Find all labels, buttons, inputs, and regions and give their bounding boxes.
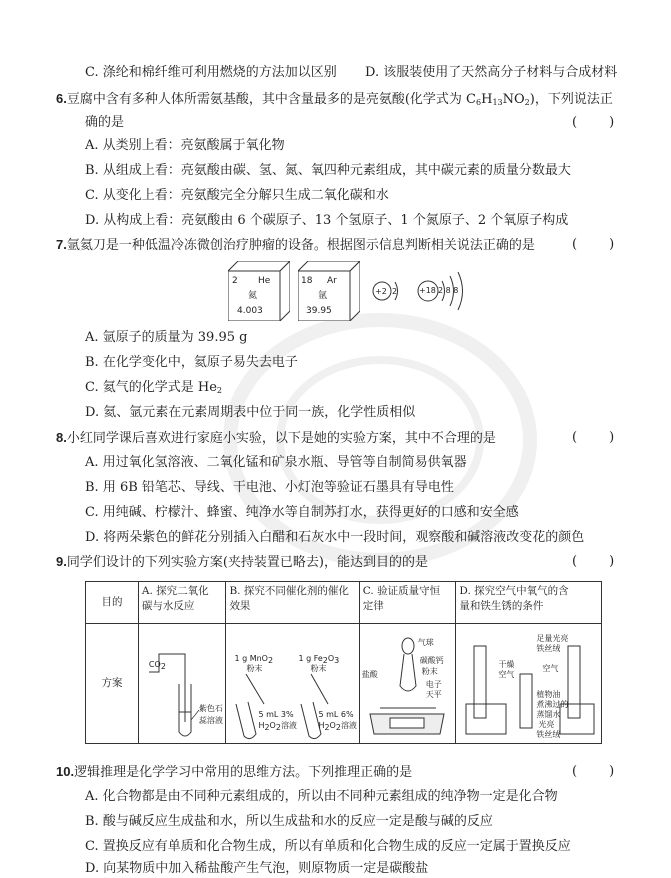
dry-air-label-1: 干燥 — [498, 660, 515, 669]
q8-option-b: B. 用 6B 铅笔芯、导线、干电池、小灯泡等验证石墨具有导电性 — [85, 480, 454, 495]
ar-name: 氩 — [318, 291, 328, 301]
q7-stem: 7.氩氦刀是一种低温冷冻微创治疗肿瘤的设备。根据图示信息判断相关说法正确的是 — [56, 237, 535, 253]
litmus-label-1: 紫色石 — [198, 704, 223, 713]
experiment-table — [85, 581, 602, 744]
fe2o3-powder-label: 粉末 — [310, 664, 327, 673]
balloon-label: 气球 — [417, 638, 434, 647]
oil-label: 植物油 — [536, 690, 561, 699]
air-label: 空气 — [542, 664, 559, 673]
iron-wool-label-3: 铁丝绒 — [536, 730, 561, 739]
co2-label: $CO_2$ — [148, 660, 166, 671]
row-label-purpose: 目的 — [86, 582, 139, 624]
q9-stem: 9.同学们设计的下列实验方案(夹持装置已略去)，能达到目的的是 — [56, 554, 428, 570]
q9-answer-bracket: ( ) — [572, 554, 617, 569]
col-b-title: B. 探究不同催化剂的催化 效果 — [226, 582, 359, 624]
dry-air-label-2: 空气 — [498, 670, 515, 679]
iron-wool-label-2: 铁丝绒 — [536, 644, 561, 653]
q7-option-d: D. 氦、氩元素在元素周期表中位于同一族，化学性质相似 — [85, 405, 416, 420]
prev-option-c: C. 涤纶和棉纤维可利用燃烧的方法加以区别 — [85, 65, 337, 80]
q7-answer-bracket: ( ) — [572, 237, 617, 252]
q6-stem-line2: 确的是 — [85, 115, 125, 130]
col-a-diagram — [138, 624, 226, 744]
he-name: 氦 — [248, 291, 258, 301]
q8-option-d: D. 将两朵紫色的鲜花分别插入白醋和石灰水中一段时间，观察酸和碱溶液改变花的颜色 — [85, 530, 585, 545]
helium-atom-diagram — [368, 276, 408, 306]
row-label-plan: 方案 — [86, 624, 139, 744]
q7-option-b: B. 在化学变化中，氦原子易失去电子 — [85, 355, 298, 370]
q6-answer-bracket: ( ) — [572, 115, 617, 130]
mno2-powder-label: 粉末 — [246, 664, 263, 673]
fe2o3-label: 1 g $Fe_2O_3$ — [298, 654, 340, 665]
col-d-title: D. 探究空气中氧气的含 量和铁生锈的条件 — [456, 582, 602, 624]
q8-stem: 8.小红同学课后喜欢进行家庭小实验，以下是她的实验方案，其中不合理的是 — [56, 430, 496, 446]
balance-label-2: 天平 — [425, 690, 442, 699]
q6-number: 6. — [56, 91, 67, 106]
caco3-label-2: 粉末 — [421, 667, 438, 676]
q10-option-c: C. 置换反应有单质和化合物生成，所以有单质和化合物生成的反应一定属于置换反应 — [85, 839, 571, 854]
boiled-label: 煮沸过的 — [536, 700, 569, 709]
he-nucleus: +2 — [375, 287, 387, 296]
he-mass: 4.003 — [237, 306, 263, 316]
q10-answer-bracket: ( ) — [572, 764, 617, 779]
col-b-diagram — [226, 624, 359, 744]
col-c-title: C. 验证质量守恒 定律 — [359, 582, 456, 624]
q6-option-b: B. 从组成上看：亮氨酸由碳、氢、氮、氧四种元素组成，其中碳元素的质量分数最大 — [85, 163, 571, 178]
col-d-diagram — [456, 624, 602, 744]
h2o2-3pct-label: 5 mL 3% — [258, 710, 294, 719]
iron-wool-label-1: 足量光亮 — [536, 634, 569, 643]
q8-number: 8. — [56, 430, 67, 445]
water-label: 蒸馏水 — [536, 710, 561, 719]
q6-option-d: D. 从构成上看：亮氨酸由 6 个碳原子、13 个氢原子、1 个氮原子、2 个氧原子构成 — [85, 213, 569, 228]
litmus-label-2: 蕊溶液 — [198, 716, 223, 725]
q6-option-c: C. 从变化上看：亮氨酸完全分解只生成二氧化碳和水 — [85, 188, 389, 203]
ar-shells: 2 8 8 — [438, 286, 459, 295]
caco3-label-1: 碳酸钙 — [419, 656, 444, 665]
q10-option-d: D. 向某物质中加入稀盐酸产生气泡，则原物质一定是碳酸盐 — [85, 861, 429, 876]
he-number: 2 — [232, 276, 238, 286]
q6-stem: 6.豆腐中含有多种人体所需氨基酸，其中含量最多的是亮氨酸(化学式为 $C_6H_{13}NO_2$)，下列说法正 — [56, 91, 613, 107]
q7-option-a: A. 氩原子的质量为 39.95 g — [85, 330, 248, 345]
q9-number: 9. — [56, 554, 67, 569]
h2o2-right-formula: $H_2O_2$溶液 — [318, 721, 357, 732]
shiny-label: 光亮 — [538, 720, 555, 729]
q7-number: 7. — [56, 237, 67, 252]
h2o2-left-formula: $H_2O_2$溶液 — [258, 721, 297, 732]
q8-answer-bracket: ( ) — [572, 430, 617, 445]
h2o2-6pct-label: 5 mL 6% — [318, 710, 354, 719]
he-symbol: He — [258, 276, 271, 286]
mno2-label: 1 g MnO$_2$ — [234, 654, 274, 665]
prev-option-d: D. 该服装使用了天然高分子材料与合成材料 — [365, 65, 618, 80]
col-a-title: A. 探究二氧化 碳与水反应 — [138, 582, 226, 624]
ar-mass: 39.95 — [306, 306, 332, 316]
rust-tubes-diagram — [456, 624, 598, 742]
ar-symbol: Ar — [327, 276, 337, 286]
ar-number: 18 — [301, 276, 313, 286]
q7-option-c: C. 氦气的化学式是 $He_2$ — [85, 380, 223, 395]
col-c-diagram — [359, 624, 456, 744]
ar-nucleus: +18 — [419, 286, 436, 295]
q10-number: 10. — [56, 764, 75, 779]
he-shells: 2 — [392, 287, 398, 296]
hcl-label: 盐酸 — [361, 670, 378, 679]
q8-option-c: C. 用纯碱、柠檬汁、蜂蜜、纯净水等自制苏打水，获得更好的口感和安全感 — [85, 505, 519, 520]
q10-option-b: B. 酸与碱反应生成盐和水，所以生成盐和水的反应一定是酸与碱的反应 — [85, 814, 493, 829]
balance-label-1: 电子 — [425, 680, 442, 689]
q8-option-a: A. 用过氧化氢溶液、二氧化锰和矿泉水瓶、导管等自制简易供氧器 — [85, 455, 467, 470]
q10-stem: 10.逻辑推理是化学学习中常用的思维方法。下列推理正确的是 — [56, 764, 413, 780]
q10-option-a: A. 化合物都是由不同种元素组成的，所以由不同种元素组成的纯净物一定是化合物 — [85, 789, 558, 804]
q6-option-a: A. 从类别上看：亮氨酸属于氧化物 — [85, 138, 285, 153]
